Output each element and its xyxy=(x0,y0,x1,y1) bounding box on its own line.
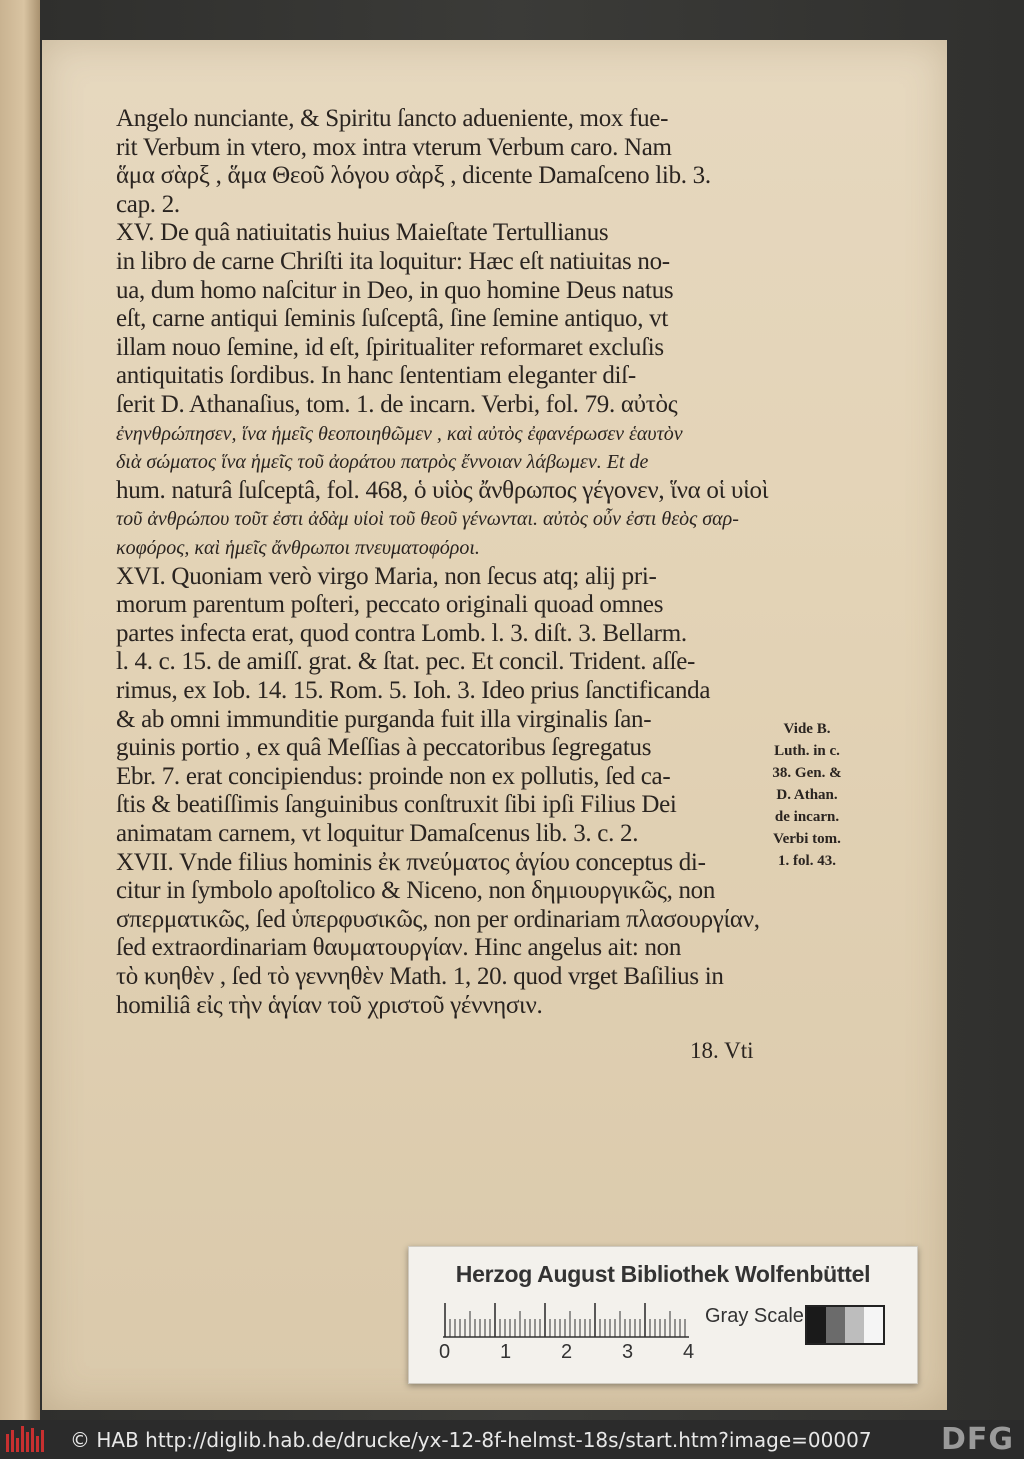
text-line: animatam carnem, vt loquitur Damaſcenus lib. 3. c. 2. xyxy=(116,820,639,847)
grayscale-patch xyxy=(864,1307,883,1343)
text-line: τοῦ ἀνθρώπου τοῦτ ἐστι ἀδὰμ υἱοὶ τοῦ θεοῦ γένωνται. αὐτὸς οὖν ἐστι θεὸς σαρ- xyxy=(116,508,739,531)
hab-logo-icon xyxy=(6,1426,44,1452)
text-line: rit Verbum in vtero, mox intra vterum Verbum caro. Nam xyxy=(116,133,672,161)
text-line: ſerit D. Athanaſius, tom. 1. de incarn. Verbi, fol. 79. αὐτὸς xyxy=(116,391,678,418)
grayscale-label: Gray Scale xyxy=(705,1305,804,1327)
text-line: Ebr. 7. erat concipiendus: proinde non ex pollutis, ſed ca- xyxy=(116,762,671,790)
logo-bar xyxy=(21,1426,24,1452)
text-line: ἐνηνθρώπησεν, ἵνα ἡμεῖς θεοποιηθῶμεν , καὶ αὐτὸς ἐφανέρωσεν ἑαυτὸν xyxy=(116,422,683,445)
text-line: ſtis & beatiſſimis ſanguinibus conſtruxit ſibi ipſi Filius Dei xyxy=(116,791,677,819)
viewer-footer xyxy=(0,1420,1024,1459)
catchword: 18. Vti xyxy=(690,1038,754,1063)
text-line: hum. naturâ ſuſceptâ, fol. 468, ὁ υἱὸς ἄνθρωπος γέγονεν, ἵνα οἱ υἱοὶ xyxy=(116,476,769,504)
margin-note-line: Verbi tom. xyxy=(773,831,841,847)
text-line: Angelo nunciante, & Spiritu ſancto adueniente, mox fue- xyxy=(116,105,669,132)
margin-note-line: 38. Gen. & xyxy=(772,765,842,781)
ruler-number: 3 xyxy=(622,1341,634,1363)
text-line: XVII. Vnde filius hominis ἐκ πνεύματος ἁγίου conceptus di- xyxy=(116,848,706,876)
text-line: cap. 2. xyxy=(116,190,180,218)
library-title: Herzog August Bibliothek Wolfenbüttel xyxy=(455,1261,871,1287)
logo-bar xyxy=(31,1428,34,1452)
text-line: ſed extraordinariam θαυματουργίαν. Hinc angelus ait: non xyxy=(116,934,682,962)
text-line: ua, dum homo naſcitur in Deo, in quo homine Deus natus xyxy=(116,276,674,304)
text-line: ἅμα σὰρξ , ἅμα Θεοῦ λόγου σὰρξ , dicente Damaſceno lib. 3. xyxy=(116,162,711,190)
text-line: eſt, carne antiqui ſeminis ſuſceptâ, ſine ſemine antiquo, vt xyxy=(116,305,668,333)
logo-bar xyxy=(36,1436,39,1452)
text-line: τὸ κυηθὲν , ſed τὸ γεννηθὲν Math. 1, 20. quod vrget Baſilius in xyxy=(116,963,724,990)
text-line: l. 4. c. 15. de amiſſ. grat. & ſtat. pec. Et concil. Trident. aſſe- xyxy=(116,648,696,676)
previous-page-edge xyxy=(0,0,40,1420)
ruler-number: 2 xyxy=(561,1341,573,1363)
logo-bar xyxy=(16,1438,19,1452)
dfg-logo: DFG xyxy=(940,1422,1014,1457)
margin-note-line: D. Athan. xyxy=(776,787,838,803)
text-line: partes infecta erat, quod contra Lomb. l. 3. diſt. 3. Bellarm. xyxy=(116,619,687,647)
text-line: illam nouo ſemine, id eſt, ſpiritualiter reformaret excluſis xyxy=(116,333,664,361)
text-line: guinis portio , ex quâ Meſſias à peccatoribus ſegregatus xyxy=(116,734,652,762)
text-line: in libro de carne Chriſti ita loquitur: Hæc eſt natiuitas no- xyxy=(116,248,670,275)
ruler-number: 0 xyxy=(439,1341,451,1363)
logo-bar xyxy=(6,1434,9,1452)
ruler-number: 4 xyxy=(683,1341,695,1363)
text-line: antiquitatis ſordibus. In hanc ſententiam eleganter diſ- xyxy=(116,362,636,390)
grayscale-patch xyxy=(845,1307,864,1343)
text-line: διὰ σώματος ἵνα ἡμεῖς τοῦ ἀοράτου πατρὸς ἔννοιαν λάβωμεν. Et de xyxy=(116,451,649,474)
logo-bar xyxy=(26,1432,29,1452)
text-line: XV. De quâ natiuitatis huius Maieſtate Tertullianus xyxy=(116,219,609,247)
margin-note xyxy=(762,718,852,872)
grayscale-patch xyxy=(826,1307,845,1343)
text-line: XVI. Quoniam verò virgo Maria, non ſecus atq; alij pri- xyxy=(116,562,657,590)
margin-note-line: 1. fol. 43. xyxy=(778,853,836,869)
margin-note-line: de incarn. xyxy=(774,809,840,825)
text-line: κοφόρος, καὶ ἡμεῖς ἄνθρωποι πνευματοφόροι. xyxy=(116,537,480,559)
text-line: citur in ſymbolo apoſtolico & Niceno, non δημιουργικῶς, non xyxy=(116,877,716,905)
text-line: σπερματικῶς, ſed ὑπερφυσικῶς, non per ordinariam πλασουργίαν, xyxy=(116,905,760,933)
ruler-number: 1 xyxy=(500,1341,512,1363)
margin-note-line: Vide B. xyxy=(783,721,831,737)
library-reference-card xyxy=(408,1246,918,1384)
margin-note-line: Luth. in c. xyxy=(774,743,840,759)
text-line: & ab omni immunditie purganda fuit illa virginalis ſan- xyxy=(116,705,652,733)
text-line: rimus, ex Iob. 14. 15. Rom. 5. Ioh. 3. Ideo prius ſanctificanda xyxy=(116,677,711,704)
grayscale-swatch xyxy=(805,1305,885,1345)
text-line: homiliâ εἰς τὴν ἁγίαν τοῦ χριστοῦ γέννησιν. xyxy=(116,991,543,1019)
logo-bar xyxy=(11,1430,14,1452)
grayscale-patch xyxy=(807,1307,826,1343)
logo-bar xyxy=(41,1430,44,1452)
ruler-ticks xyxy=(445,1303,685,1337)
copyright-url[interactable]: © HAB http://diglib.hab.de/drucke/yx-12-8f-helmst-18s/start.htm?image=00007 xyxy=(70,1428,872,1452)
text-line: morum parentum poſteri, peccato originali quoad omnes xyxy=(116,591,664,619)
